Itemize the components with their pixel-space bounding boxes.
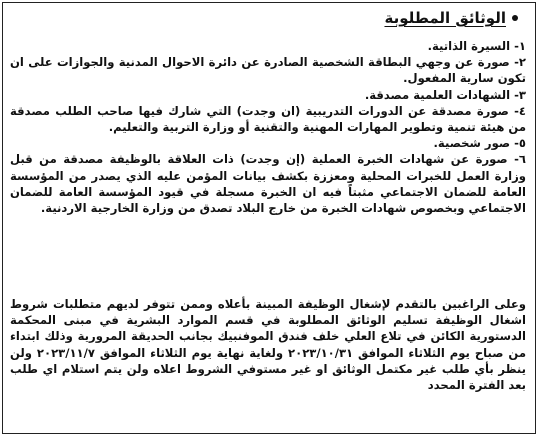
list-item: ٣- الشهادات العلمية مصدقة. (364, 87, 526, 102)
list-item: ٤- صورة مصدقة عن الدورات التدريبية (ان وجدت) التي شارك فيها صاحب الطلب مصدقة من هيئة تنمية وتطوير المهارات المهنية والتقنية أو وزارة التربية والتعليم. (10, 103, 526, 135)
list-item: ٥- صور شخصية. (433, 136, 526, 151)
list-item: ٦- صورة عن شهادات الخبرة العملية (إن وجدت) ذات العلاقة بالوظيفة مصدقة من قبل وزارة العمل للخبرات المحلية ومعززة بكشف بيانات المؤمن عليه الذي يصدر من المؤسسة العامة للضمان الاجتماعي مثبتاً فيه ان الخبرة مسجلة في قيود المؤسسة العامة للضمان الاجتماعي وبخصوص شهادات الخبرة من خارج البلاد تصدق من وزارة الخارجية الاردنية. (10, 152, 526, 216)
section-heading (384, 9, 518, 27)
list-item: ٢- صورة عن وجهي البطاقة الشخصية الصادرة عن دائرة الاحوال المدنية والجوازات على ان تكون سارية المفعول. (10, 55, 526, 86)
required-documents-list (10, 38, 526, 216)
application-instructions: وعلى الراغبين بالتقدم لإشغال الوظيفة المبينة بأعلاه وممن تتوفر لديهم متطلبات شروط اشغال الوظيفة تسليم الوثائق المطلوبة في قسم الموارد البشرية في مبنى المحكمة الدستورية الكائن في تلاع العلي خلف فندق الموفنبيك بجانب الحديقة المرورية وذلك ابتداء من صباح يوم الثلاثاء الموافق ٢٠٢٣/١٠/٣١ ولغاية نهاية يوم الثلاثاء الموافق ٢٠٢٣/١١/٧ ولن ينظر بأي طلب غير مكتمل الوثائق او غير مستوفي الشروط اعلاه ولن يتم استلام اي طلب بعد الفترة المحدد (10, 297, 526, 393)
heading-text: الوثائق المطلوبة (384, 9, 506, 27)
bullet-icon (512, 15, 518, 21)
list-item: ١- السيرة الذاتية. (427, 39, 526, 53)
